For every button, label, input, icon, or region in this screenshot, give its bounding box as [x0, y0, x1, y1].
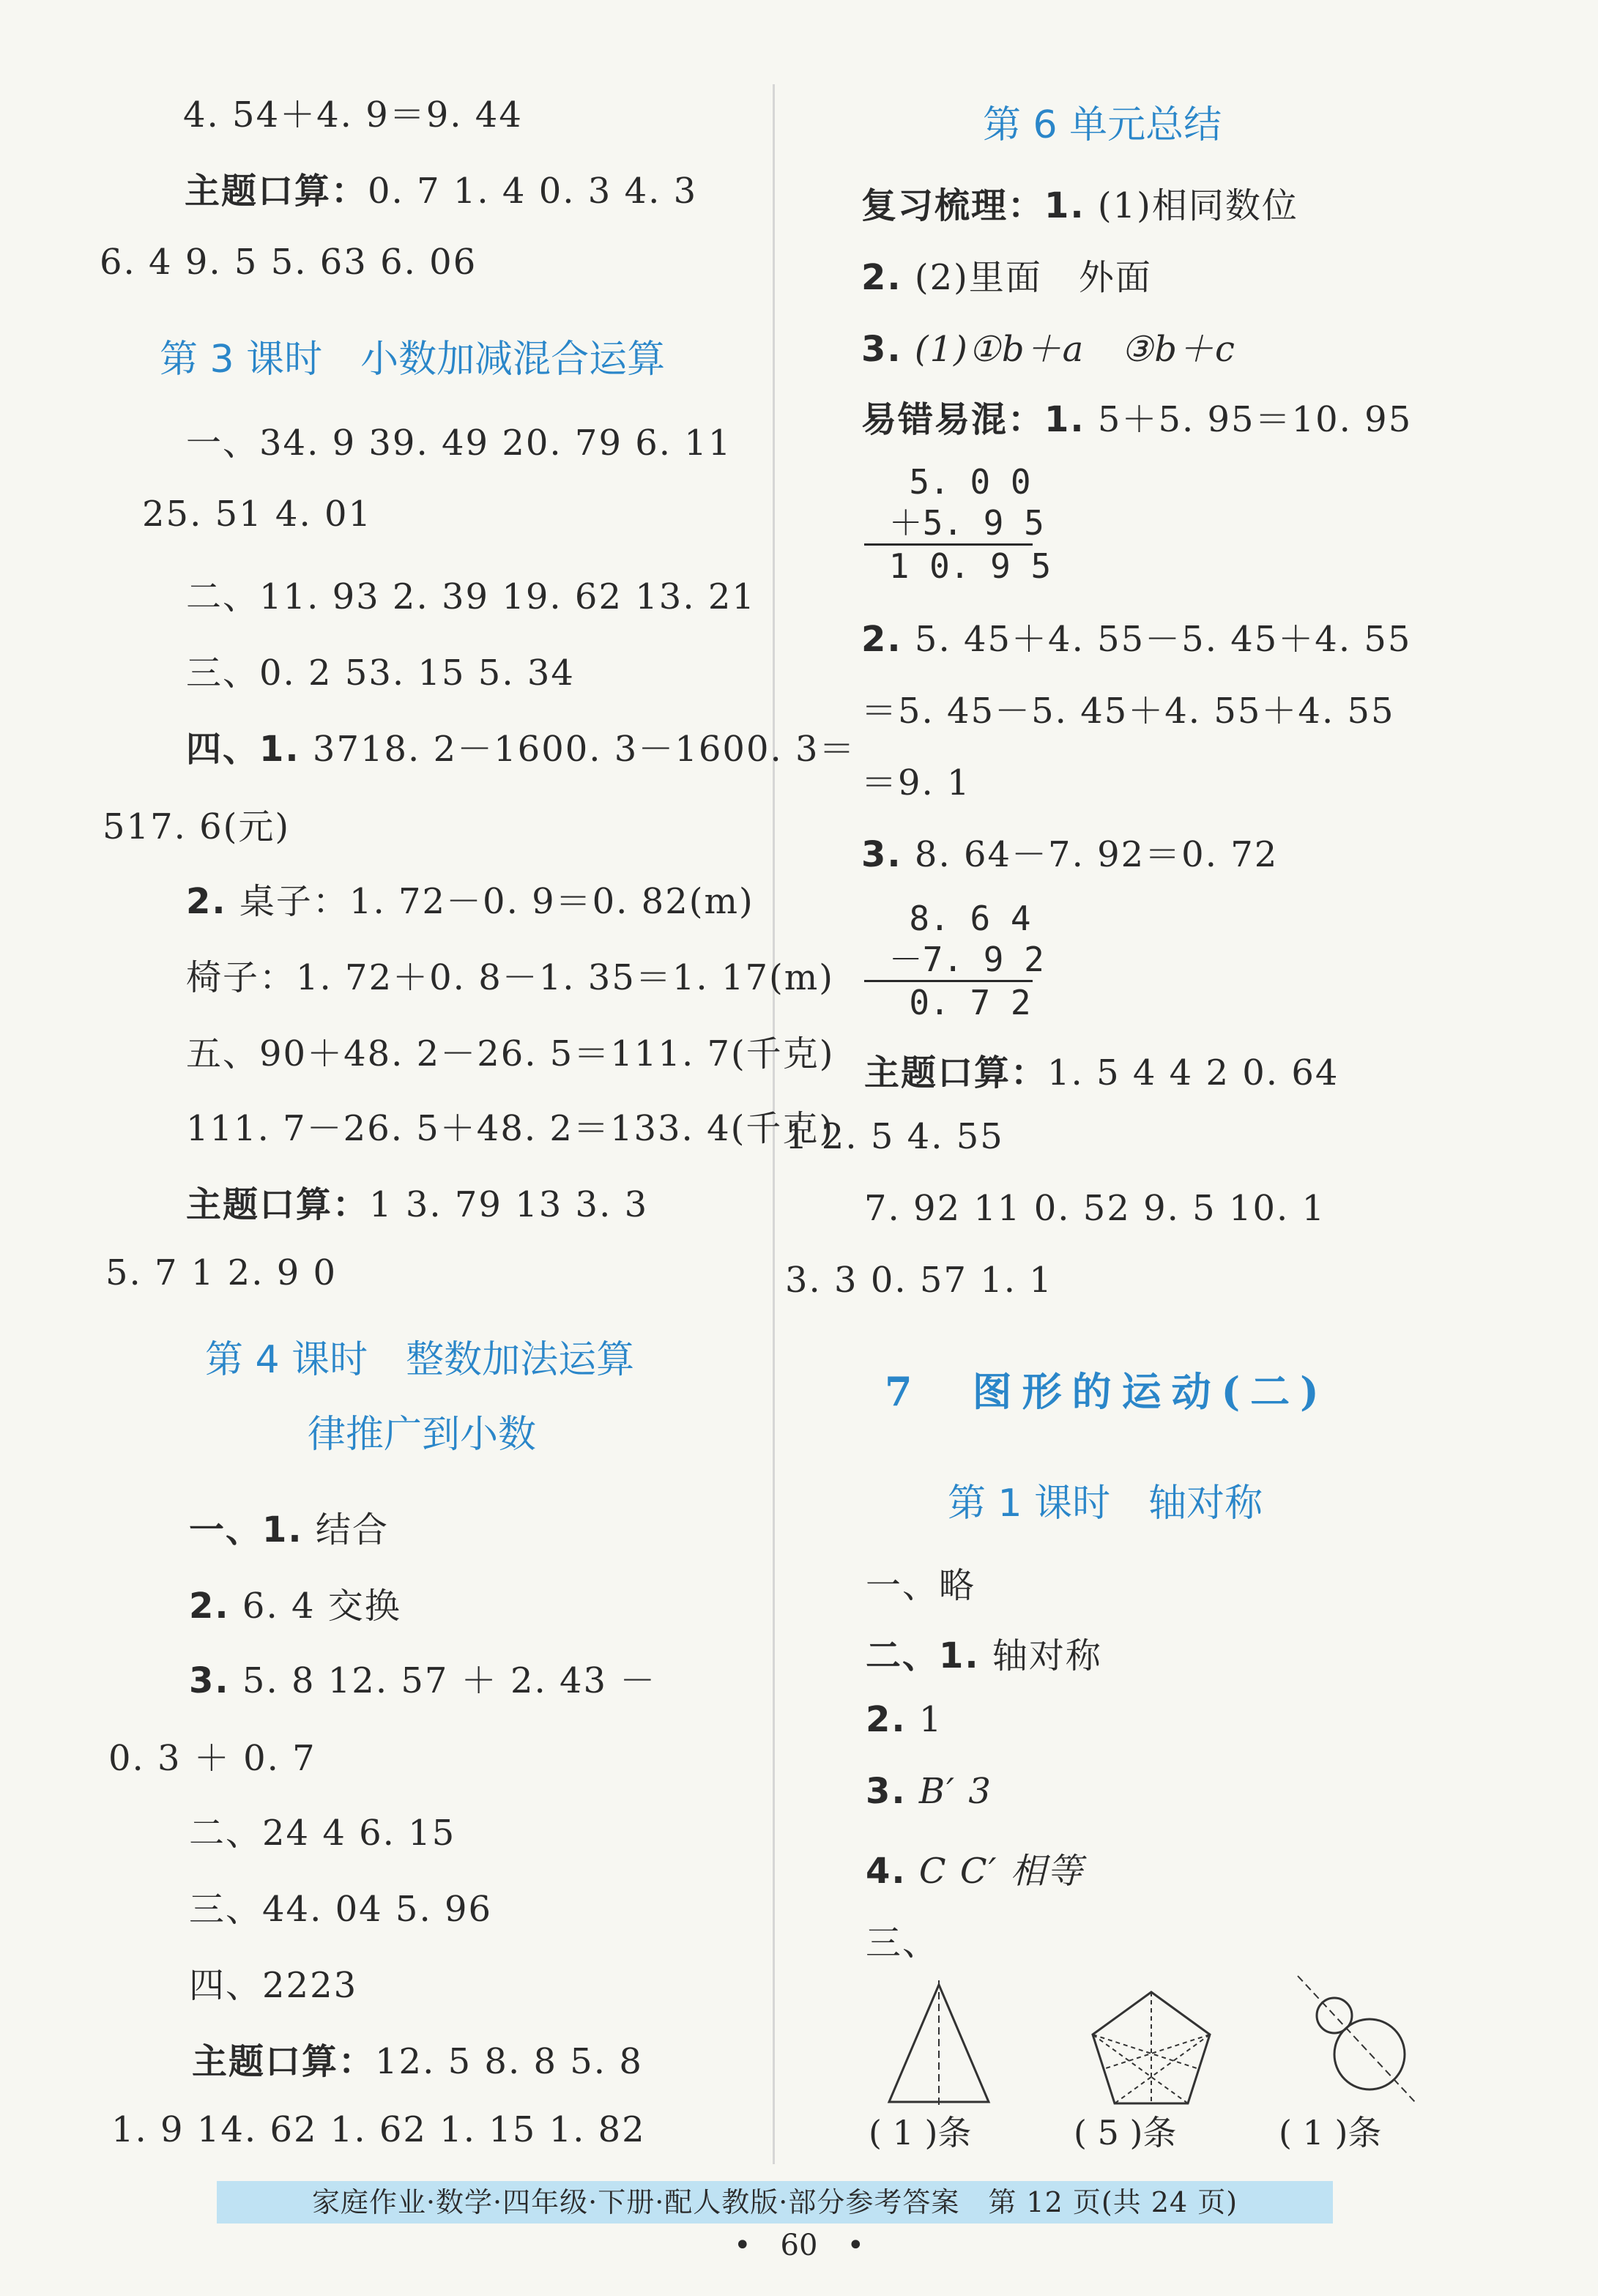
answer-line	[189, 1652, 656, 1703]
item-label: 易错易混：1.	[861, 399, 1085, 440]
item-label: 2.	[866, 1699, 907, 1740]
item-label: 3.	[189, 1660, 230, 1701]
answer-text: B′ 3	[906, 1771, 992, 1812]
answer-line	[866, 1843, 1084, 1893]
oral-calc-values: 1 3. 79 13 3. 3	[369, 1184, 649, 1225]
answer-text: 5. 45＋4. 55－5. 45＋4. 55	[902, 619, 1412, 660]
answer-line	[186, 873, 754, 924]
answer-line: 7. 92 11 0. 52 9. 5 10. 1	[864, 1188, 1326, 1229]
answer-line	[189, 1501, 389, 1552]
answer-line: ＝5. 45－5. 45＋4. 55＋4. 55	[861, 691, 1395, 732]
answer-line: 二、24 4 6. 15	[189, 1813, 456, 1854]
answer-text: 桌子：1. 72－0. 9＝0. 82(m)	[226, 881, 754, 922]
answer-line	[861, 249, 1152, 300]
oral-calc-line	[192, 2033, 643, 2084]
item-label: 4.	[866, 1851, 907, 1892]
oral-calc-values: 0. 7 1. 4 0. 3 4. 3	[368, 171, 698, 212]
answer-line	[866, 1699, 943, 1740]
oral-calc-line	[864, 1044, 1339, 1095]
answer-text: 1	[906, 1699, 943, 1740]
section-heading-lesson3: 第 3 课时 小数加减混合运算	[160, 338, 666, 382]
answer-line: 1 2. 5 4. 55	[785, 1116, 1004, 1157]
answer-line	[866, 1771, 992, 1812]
answer-line: 三、44. 04 5. 96	[189, 1889, 493, 1930]
answer-line: 25. 51 4. 01	[142, 494, 373, 535]
answer-text: (1)①b＋a ③b＋c	[902, 329, 1236, 370]
pentagon-symmetry-figure	[1085, 1986, 1217, 2111]
item-label: 四、1.	[186, 729, 300, 770]
item-label: 2.	[861, 257, 902, 298]
item-label: 2.	[189, 1586, 230, 1627]
answer-line	[861, 177, 1298, 228]
triangle-symmetry-figure	[880, 1977, 997, 2109]
answer-line: 二、11. 93 2. 39 19. 62 13. 21	[186, 576, 756, 617]
answer-line: 一、34. 9 39. 49 20. 79 6. 11	[186, 423, 732, 464]
answer-text: 轴对称	[979, 1635, 1102, 1676]
answer-text: C C′ 相等	[906, 1851, 1084, 1892]
symmetry-axis-count: ( 5 )条	[1074, 2113, 1177, 2152]
vertical-calculation	[869, 898, 1044, 1023]
circles-symmetry-figure	[1283, 1970, 1422, 2109]
chapter-heading-7: 7 图形的运动(二)	[885, 1368, 1329, 1415]
answer-line: ＝9. 1	[861, 762, 971, 803]
answer-line: 1. 9 14. 62 1. 62 1. 15 1. 82	[111, 2109, 646, 2150]
answer-line: 三、0. 2 53. 15 5. 34	[186, 653, 575, 694]
section-heading-lesson1: 第 1 课时 轴对称	[948, 1482, 1263, 1526]
calc-row: 0. 7 2	[869, 983, 1031, 1022]
answer-line: 5. 7 1 2. 9 0	[105, 1252, 338, 1293]
oral-calc-label: 主题口算：	[186, 1184, 370, 1225]
answer-text: 3718. 2－1600. 3－1600. 3＝	[300, 729, 856, 770]
answer-text: 5＋5. 95＝10. 95	[1085, 399, 1413, 440]
vertical-calculation	[869, 461, 1051, 587]
item-label: 二、1.	[866, 1635, 980, 1676]
answer-line	[861, 321, 1236, 371]
calc-row: 1 0. 9 5	[869, 546, 1052, 586]
answer-line	[861, 826, 1278, 877]
item-label: 2.	[186, 881, 227, 922]
oral-calc-line	[185, 163, 697, 213]
answer-line: 517. 6(元)	[103, 806, 291, 847]
answer-line: 4. 54＋4. 9＝9. 44	[183, 94, 523, 135]
answer-line	[186, 721, 856, 771]
item-label: 复习梳理：1.	[861, 185, 1085, 226]
oral-calc-label: 主题口算：	[192, 2041, 376, 2082]
answer-text: (2)里面 外面	[902, 257, 1152, 298]
answer-text: (1)相同数位	[1085, 185, 1298, 226]
footer-band: 家庭作业·数学·四年级·下册·配人教版·部分参考答案 第 12 页(共 24 页)	[217, 2181, 1333, 2223]
section-heading-lesson4-cont: 律推广到小数	[308, 1413, 537, 1457]
answer-line	[861, 391, 1412, 442]
answer-line: 五、90＋48. 2－26. 5＝111. 7(千克)	[186, 1033, 835, 1074]
section-heading-lesson4: 第 4 课时 整数加法运算	[205, 1338, 635, 1382]
item-label: 一、1.	[189, 1509, 303, 1550]
page-number: • 60 •	[733, 2229, 865, 2262]
symmetry-axis-count: ( 1 )条	[869, 2113, 972, 2152]
answer-line	[866, 1627, 1102, 1678]
answer-text: 5. 8 12. 57 ＋ 2. 43 －	[229, 1660, 657, 1701]
answer-line: 一、略	[866, 1565, 976, 1606]
item-label: 2.	[861, 619, 902, 660]
answer-text: 8. 64－7. 92＝0. 72	[902, 834, 1279, 875]
calc-row: －7. 9 2	[869, 940, 1044, 979]
oral-calc-label: 主题口算：	[185, 171, 368, 212]
oral-calc-values: 1. 5 4 4 2 0. 64	[1047, 1052, 1339, 1093]
item-label: 3.	[861, 329, 902, 370]
section-heading-unit6: 第 6 单元总结	[983, 103, 1222, 147]
calc-row: 5. 0 0	[869, 462, 1031, 502]
answer-text: 6. 4 交换	[229, 1586, 401, 1627]
answer-line: 三、	[866, 1922, 940, 1964]
calc-row: ＋5. 9 5	[869, 503, 1044, 543]
oral-calc-label: 主题口算：	[864, 1052, 1048, 1093]
answer-line: 椅子：1. 72＋0. 8－1. 35＝1. 17(m)	[186, 957, 834, 998]
answer-line: 0. 3 ＋ 0. 7	[108, 1738, 316, 1779]
answer-line	[189, 1578, 401, 1628]
answer-line: 3. 3 0. 57 1. 1	[785, 1260, 1053, 1301]
answer-text: 结合	[302, 1509, 389, 1550]
symmetry-axis-count: ( 1 )条	[1279, 2113, 1382, 2152]
answer-line: 6. 4 9. 5 5. 63 6. 06	[100, 242, 477, 283]
item-label: 3.	[866, 1771, 907, 1812]
answer-line	[861, 611, 1411, 661]
answer-line: 四、2223	[189, 1965, 358, 2006]
oral-calc-values: 12. 5 8. 8 5. 8	[375, 2041, 643, 2082]
answer-line: 111. 7－26. 5＋48. 2＝133. 4(千克)	[186, 1108, 835, 1149]
item-label: 3.	[861, 834, 902, 875]
calc-row: 8. 6 4	[869, 899, 1031, 938]
oral-calc-line	[186, 1176, 648, 1227]
